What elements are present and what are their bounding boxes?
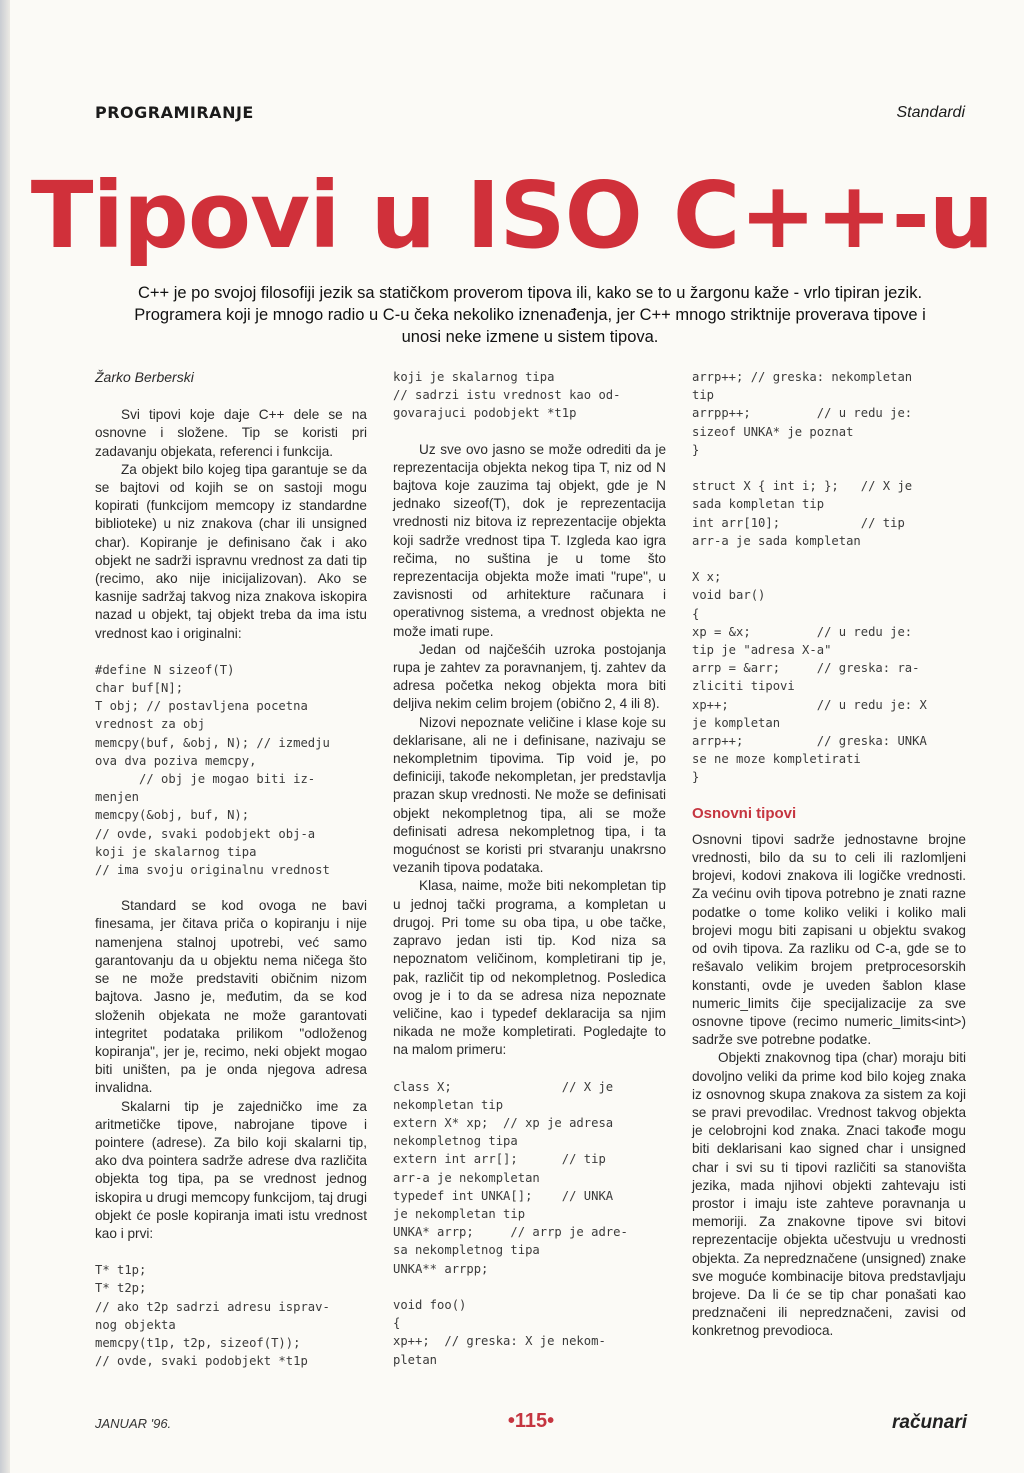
- column-3: [692, 368, 966, 1341]
- paragraph: Uz sve ovo jasno se može odrediti da je reprezentacija objekta nekog tipa T, niz od N bajtova koje zauzima taj objekt, gde je N jednako sizeof(T), dok je reprezentacija vrednosti niz bitova iz reprezentacije objekta koji sadrže vrednost tipa T. Izgleda kao igra rečima, no suština je u tome što reprezentacija objekta može imati "rupe", u zavisnosti od arhitekture računara i operativnog sistema, a vrednost objekta ne može imati rupe.: [393, 441, 666, 639]
- paragraph: Nizovi nepoznate veličine i klase koje su deklarisane, ali ne i definisane, nazivaju se nekompletnim tipovima. Tip void je, po definiciji, takođe nekompletan, jer predstavlja prazan skup vrednosti. Ne može se definisati objekt nekompletnog tipa, ali se može definisati adresa nekompletnog tipa, i ta mogućnost se koristi pri stvaranju unakrsno vezanih tipova podataka.: [393, 714, 666, 876]
- code-listing: arrp++; // greska: nekompletan tip arrpp++; // u redu je: sizeof UNKA* je poznat } struct X { int i; }; // X je sada kompletan tip int arr[10]; // tip arr-a je sada kompletan X x; void bar() { xp = &x; // u redu je: tip je "adresa X-a" arrp = &arr; // greska: ra- zliciti tipovi xp++; // u redu je: X je kompletan arrp++; // greska: UNKA se ne moze kompletirati }: [692, 370, 927, 785]
- magazine-name: računari: [892, 1412, 967, 1433]
- author-name: Žarko Berberski: [95, 369, 194, 385]
- paragraph: Skalarni tip je zajedničko ime za aritmetičke tipove, nabrojane tipove i pointere (adrese). Za bilo koji skalarni tip, ako dva pointera sadrže adrese dva različita objekta tog tipa, pa se vrednost jednog iskopira u drugi memcopy funkcijom, taj drugi objekt će posle kopiranja imati istu vrednost kao i prvi:: [95, 1098, 367, 1241]
- column-2: [393, 368, 666, 1387]
- paragraph: Jedan od najčešćih uzroka postojanja rupa je zahtev za poravnanjem, tj. zahtev da adresa početka nekog objekta mora biti deljiva nekim celim brojem (obično 2, 4 ili 8).: [393, 641, 666, 712]
- paragraph: Osnovni tipovi sadrže jednostavne brojne vrednosti, bilo da su to celi ili razlomljeni brojevi, kodovi znakova ili logičke vrednosti. Za većinu ovih tipova potrebno je znati razne podatke o tome koliko veliki i koliko mali brojevi mogu biti zapisani u objektu svakog od ovih tipova. Za razliku od C-a, gde se to rešavalo velikim brojem pretprocesorskih konstanti, ovde je uveden šablon klase numeric_limits čije specijalizacije za sve osnovne tipove (recimo numeric_limits<int>) sadrže sve potrebne podatke.: [692, 831, 966, 1048]
- header-dot-leader: [260, 103, 891, 119]
- section-heading: Osnovni tipovi: [692, 804, 797, 822]
- lead-paragraph: C++ je po svojoj filosofiji jezik sa statičkom proverom tipova ili, kako se to u žargonu kaže - vrlo tipiran jezik. Programera koji je mnogo radio u C-u čeka nekoliko iznenađenja, jer C++ mnogo striktnije proverava tipove i unosi neke izmene u sistem tipova.: [134, 284, 926, 346]
- page-number: •115•: [507, 1410, 555, 1432]
- section-label: PROGRAMIRANJE: [95, 103, 254, 122]
- topic-label: Standardi: [896, 104, 965, 121]
- code-listing: koji je skalarnog tipa // sadrzi istu vrednost kao od- govarajuci podobjekt *t1p: [393, 370, 621, 421]
- byline-dot-leader: [200, 368, 367, 380]
- paragraph: Standard se kod ovoga ne bavi finesama, jer čitava priča o kopiranju i nije namenjena stalnoj upotrebi, već samo garantovanju da u objektu nema ničega što se ne može predstaviti običnim nizom bajtova. Jasno je, međutim, da se kod složenih objekata ne može garantovati integritet podataka prilikom "odloženog kopiranja", jer je, recimo, neki objekt mogao biti uništen, pa je onda njegova adresa invalidna.: [95, 898, 367, 1096]
- code-listing: #define N sizeof(T) char buf[N]; T obj; // postavljena pocetna vrednost za obj memcpy(buf, &obj, N); // izmedju ova dva poziva memcpy, // obj je mogao biti iz- menjen memcpy(&obj, buf, N); // ovde, svaki podobjekt obj-a koji je skalarnog tipa // ima svoju originalnu vrednost: [95, 662, 330, 878]
- article-title: Tipovi u ISO C++-u: [30, 162, 994, 269]
- paragraph: Za objekt bilo kojeg tipa garantuje se da se bajtovi od kojih se on sastoji mogu kopirati (funkcijom memcopy iz standardne biblioteke) u niz znakova (char ili unsigned char). Kopiranje je definisano čak i ako objekt ne sadrži ispravnu vrednost za dati tip (recimo, ako nije inicijalizovan). Ako se kasnije sadržaj takvog niza znakova iskopira nazad u objekt, taj objekt treba da ima istu vrednost kao i originalni:: [95, 461, 367, 641]
- running-header: [95, 96, 965, 122]
- paragraph: Klasa, naime, može biti nekompletan tip u jednoj tački programa, a kompletan u drugoj. Pri tome su oba tipa, u obe tačke, zapravo jedan isti tip. Kod niza sa nepoznatom veličinom, kompletirani tip je, pak, različit tip od nekompletnog. Posledica ovog je i to da se adresa niza nepoznate veličine, kao i typedef deklaracija sa njim nikada ne može kompletirati. Pogledajte to na malom primeru:: [393, 878, 666, 1058]
- code-listing: T* t1p; T* t2p; // ako t2p sadrzi adresu isprav- nog objekta memcpy(t1p, t2p, sizeof(T)); // ovde, svaki podobjekt *t1p: [95, 1263, 330, 1369]
- code-listing: class X; // X je nekompletan tip extern X* xp; // xp je adresa nekompletnog tipa extern int arr[]; // tip arr-a je nekompletan typedef int UNKA[]; // UNKA je nekompletan tip UNKA* arrp; // arrp je adre- sa nekompletnog tipa UNKA** arrpp; void foo() { xp++; // greska: X je nekom- pletan: [393, 1079, 628, 1367]
- byline: [95, 368, 367, 386]
- column-1: [95, 368, 367, 1388]
- paragraph: Objekti znakovnog tipa (char) moraju biti dovoljno veliki da prime kod bilo kojeg znaka iz osnovnog skupa znakova za sistem za koji se pravi prevodilac. Vrednost takvog objekta je celobrojni kod znaka. Znaci takođe mogu biti deklarisani kao signed char i unsigned char i svi su ti tipovi različiti sa stanovišta jezika, mada njihovi objekti zahtevaju isti prostor i imaju iste zahteve poravnanja u memoriji. Za znakovne tipove svi bitovi reprezentacije objekta učestvuju u vrednosti objekta. Za nepredznačene (unsigned) znake sve moguće kombinacije bitova predstavljaju brojeve. Da li će se tip char ponašati kao predznačeni ili nepredznačeni, zavisi od konkretnog prevodioca.: [692, 1050, 966, 1339]
- issue-date: JANUAR '96.: [95, 1416, 172, 1431]
- paragraph: Svi tipovi koje daje C++ dele se na osnovne i složene. Tip se koristi pri zadavanju objekata, referenci i funkcija.: [95, 407, 367, 459]
- page-footer: [95, 1410, 967, 1438]
